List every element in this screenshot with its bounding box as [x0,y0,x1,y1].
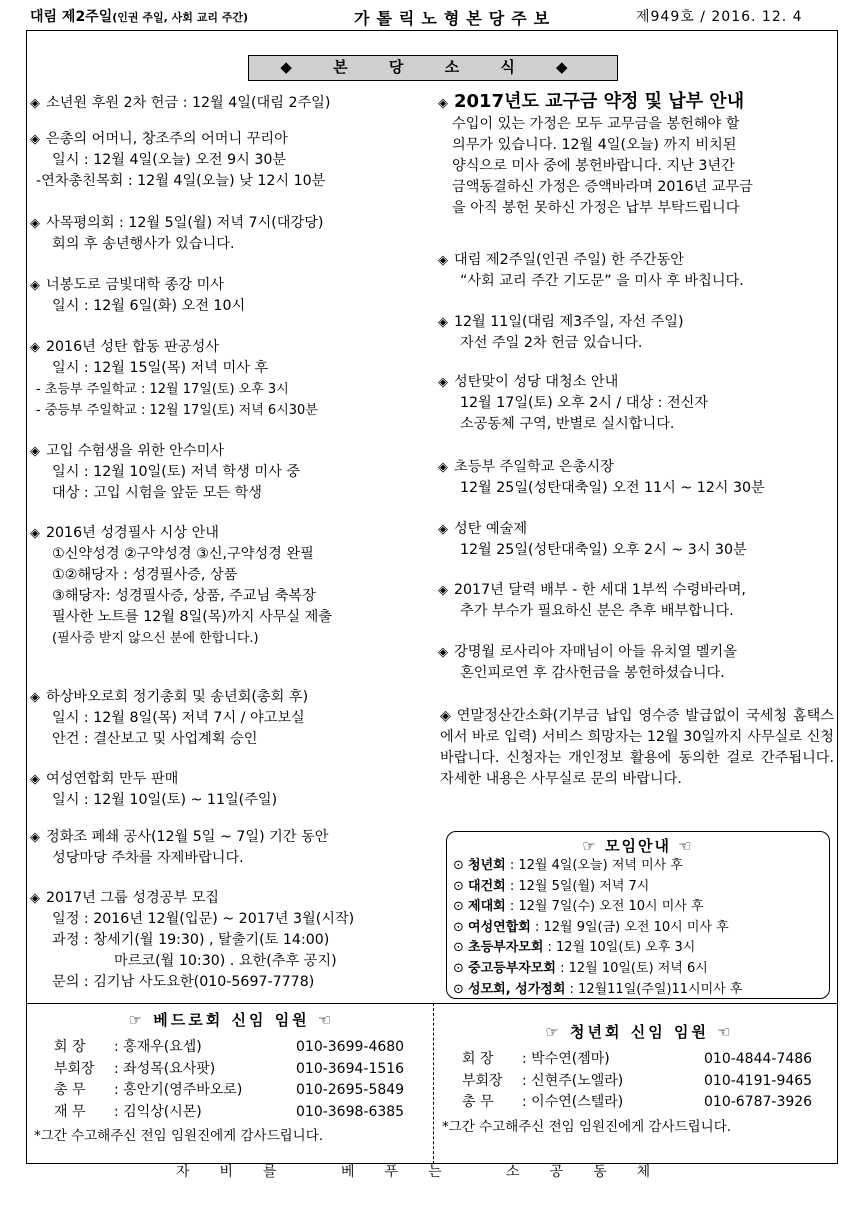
notice-item [438,90,833,219]
officer-role: 부회장 [462,1072,503,1089]
notice-item [30,523,430,649]
meeting-group-name: 중고등부자모회 [468,960,556,976]
officer-row [442,1092,837,1114]
header-left [30,6,248,26]
notice-heading [438,457,833,478]
officer-row [34,1102,429,1124]
officer-phone: 010-2695-5849 [296,1082,405,1098]
meeting-item [447,897,829,918]
notice-detail: - 중등부 주일학교 : 12월 17일(토) 저녁 6시30분 [36,403,318,418]
notice-detail: 필사한 노트를 12월 8일(목)까지 사무실 제출 [52,609,332,625]
notice-detail: 양식으로 미사 중에 봉헌바랍니다. 지난 3년간 [452,158,735,174]
officer-name: : 홍안기(영주바오로) [114,1082,243,1098]
notice-item [438,642,833,684]
circle-dot-icon: ⊙ [453,858,469,873]
bullet-icon: ◈ [30,278,40,293]
bullet-icon: ◈ [438,583,448,598]
notice-item [438,519,833,561]
officers-divider-top [26,1003,838,1004]
header-left-main: 대림 제2주일 [30,9,113,25]
bullet-icon: ◈ [30,891,40,906]
notice-detail: - 초등부 주일학교 : 12월 17일(토) 오후 3시 [36,382,289,397]
meeting-group-name: 대건회 [468,878,506,894]
issue-number-date: 제949호 / 2016. 12. 4 [636,9,803,25]
notice-detail: 12월 17일(토) 오후 2시 / 대상 : 전신자 [460,395,709,411]
notice-heading-text: 대림 제2주일(인권 주일) 한 주간동안 [454,252,685,268]
officer-row [34,1080,429,1102]
meetings-list [447,856,829,1000]
notice-detail: ①②해당자 : 성경필사증, 상품 [52,567,238,583]
notice-detail: 의무가 있습니다. 12월 4일(오늘) 까지 비치된 [452,137,737,153]
notice-item [30,888,430,993]
bullet-icon: ◈ [30,690,40,705]
notice-detail: 성당마당 주차를 자제바랍니다. [52,850,244,866]
meeting-detail: : 12월 10일(토) 저녁 6시 [555,960,708,976]
meeting-item [447,877,829,898]
officers-left-title: ☞ 베드로회 신임 임원 ☜ [128,1011,335,1029]
meeting-group-name: 제대회 [468,899,506,915]
notice-item [30,687,430,750]
officers-left-rows [34,1037,429,1123]
notice-detail: 추가 부수가 필요하신 분은 추후 배부합니다. [460,603,734,619]
notice-heading [30,129,430,150]
bullet-icon: ◈ [30,444,40,459]
notice-heading-text: 2016년 성경필사 시상 안내 [46,525,219,541]
bullet-icon: ◈ [438,375,448,390]
notice-heading [30,337,430,358]
notice-heading [30,687,430,708]
notice-item [30,213,430,255]
notice-item [438,312,833,354]
notice-detail: 12월 25일(성탄대축일) 오전 11시 ~ 12시 30분 [460,480,765,496]
meetings-box [446,831,830,999]
officer-role: 총 무 [54,1082,86,1098]
officer-phone: 010-3698-6385 [296,1103,405,1120]
circle-dot-icon: ⊙ [453,981,469,997]
notice-heading-text: 하상바오로회 정기총회 및 송년회(총회 후) [46,689,309,705]
meeting-detail: : 12월 5일(월) 저녁 7시 [505,878,650,894]
officer-role: 총 무 [462,1094,494,1110]
year-end-notice-text: ◈ 연말정산간소화(기부금 납입 영수증 발급없이 국세청 홈택스에서 바로 입력) 서비스 희망자는 12월 30일까지 사무실로 신청 바랍니다. 신청자는 개인정보 활용에 동의한 걸로 간주됩니다. 자세한 내용은 사무실로 문의 바랍니다. [440,708,834,787]
meeting-item [447,959,829,980]
circle-dot-icon: ⊙ [453,878,469,894]
notice-heading-text: 여성연합회 만두 판매 [46,771,179,787]
notice-item [30,129,430,192]
officer-row [34,1059,429,1081]
bullet-icon: ◈ [438,645,448,660]
notice-heading [438,312,833,333]
notice-detail: 대상 : 고입 시험을 앞둔 모든 학생 [52,485,263,501]
notice-detail: 자선 주일 2차 헌금 있습니다. [460,335,643,351]
notice-heading [438,519,833,540]
footer-motto: 자비를 베푸는 소공동체 [176,1164,681,1180]
circle-dot-icon: ⊙ [453,940,469,956]
officer-row [442,1071,837,1093]
notice-heading-text: 초등부 주일학교 은총시장 [454,459,614,475]
meeting-group-name: 성모회, 성가정회 [468,981,566,997]
notice-item [30,441,430,504]
notice-detail: 금액동결하신 가정은 증액바라며 2016년 교무금 [452,179,753,195]
notice-heading [30,93,430,114]
circle-dot-icon: ⊙ [453,960,469,976]
officer-role: 회 장 [462,1051,494,1067]
notice-detail: 문의 : 김기남 사도요한(010-5697-7778) [52,974,315,990]
officers-left-note: *그간 수고해주신 전임 임원진에게 감사드립니다. [34,1128,324,1144]
meeting-detail: : 12월 7일(수) 오전 10시 미사 후 [505,899,704,915]
notice-heading-text: 강명월 로사리아 자매님이 아들 유치열 멜키올 [454,644,737,660]
officers-divider-vertical [433,1003,434,1164]
notice-heading-text: 고입 수험생을 위한 안수미사 [46,443,224,459]
notice-item [438,457,833,499]
notice-detail: 을 아직 봉헌 못하신 가정은 납부 부탁드립니다 [452,200,740,216]
meeting-item [447,938,829,959]
notice-heading-text: 2017년도 교구금 약정 및 납부 안내 [454,91,745,112]
meeting-item [447,856,829,877]
bullet-icon: ◈ [30,526,40,541]
header-left-sub: (인권 주일, 사회 교리 주간) [112,11,249,24]
notice-detail: 일시 : 12월 10일(토) ~ 11일(주일) [52,792,278,808]
officer-name: : 박수연(젬마) [522,1051,610,1067]
bullet-icon: ◈ [438,460,448,475]
notice-heading [438,580,833,601]
notice-heading-text: 너봉도로 금빛대학 종강 미사 [46,277,224,293]
bullet-icon: ◈ [30,216,40,231]
notice-heading [438,90,833,114]
bullet-icon: ◈ [30,772,40,787]
meeting-detail: : 12월 4일(오늘) 저녁 미사 후 [505,858,683,873]
officer-name: : 김익상(시몬) [114,1103,202,1120]
meetings-title: ☞ 모임안내 ☜ [582,837,694,855]
notice-heading-text: 은총의 어머니, 창조주의 어머니 꾸리아 [46,131,288,147]
officers-right-title: ☞ 청년회 신임 임원 ☜ [545,1023,734,1041]
notice-detail: “사회 교리 주간 기도문” 을 미사 후 바칩니다. [460,273,744,289]
officer-phone: 010-4844-7486 [704,1051,813,1067]
bulletin-header [0,0,860,30]
notice-detail: (필사증 받지 않으신 분에 한합니다.) [52,631,259,646]
notice-heading-text: 정화조 폐쇄 공사(12월 5일 ~ 7일) 기간 동안 [46,829,329,845]
officer-phone: 010-4191-9465 [704,1072,813,1089]
notice-detail: ①신약성경 ②구약성경 ③신,구약성경 완필 [52,546,314,562]
notice-heading-text: 2017년 그룹 성경공부 모집 [46,890,219,906]
bullet-icon: ◈ [438,253,448,268]
notice-heading [30,769,430,790]
notice-detail: 회의 후 송년행사가 있습니다. [52,236,235,252]
notice-detail: ③해당자: 성경필사증, 상품, 주교님 축복장 [52,588,316,604]
meeting-group-name: 청년회 [468,858,506,873]
notice-item [438,250,833,292]
officer-role: 재 무 [54,1103,86,1120]
notice-heading-text: 소년원 후원 2차 헌금 : 12월 4일(대림 2주일) [46,95,331,111]
notice-heading [438,642,833,663]
officer-name: : 신현주(노엘라) [522,1072,624,1089]
notice-detail: 일시 : 12월 6일(화) 오전 10시 [52,298,246,314]
notice-heading [438,372,833,393]
bullet-icon: ◈ [30,96,40,111]
officer-role: 회 장 [54,1039,86,1055]
bullet-icon: ◈ [438,315,448,330]
notice-heading-text: 2017년 달력 배부 - 한 세대 1부씩 수령바라며, [454,582,746,598]
notice-heading-text: 성탄 예술제 [454,521,528,537]
notice-item [30,93,430,114]
officers-right-rows [442,1049,837,1114]
officer-name: : 좌성목(요사팟) [114,1060,216,1077]
officer-phone: 010-6787-3926 [704,1094,813,1110]
officer-phone: 010-3694-1516 [296,1060,405,1077]
notice-detail: 혼인피로연 후 감사헌금을 봉헌하셨습니다. [460,665,725,681]
officer-row [34,1037,429,1059]
notice-detail: 일시 : 12월 4일(오늘) 오전 9시 30분 [52,152,287,168]
circle-dot-icon: ⊙ [453,919,469,935]
notice-item [438,372,833,435]
notice-detail: 12월 25일(성탄대축일) 오후 2시 ~ 3시 30분 [460,542,747,558]
notice-heading [30,888,430,909]
officer-row [442,1049,837,1071]
officers-right-note: *그간 수고해주신 전임 임원진에게 감사드립니다. [442,1118,732,1135]
notice-heading [438,250,833,271]
bulletin-title: 가톨릭노형본당주보 [354,9,557,28]
bullet-icon: ◈ [30,132,40,147]
notice-detail: 마르코(월 10:30) . 요한(추후 공지) [114,953,337,969]
officer-name: : 홍재우(요셉) [114,1039,202,1055]
officers-right [442,1020,837,1138]
meeting-detail: : 12월 10일(토) 오후 3시 [543,940,696,956]
notice-item [438,580,833,622]
notice-detail: 일시 : 12월 15일(목) 저녁 미사 후 [52,360,269,376]
notice-detail: 과정 : 창세기(월 19:30) , 탈출기(토 14:00) [52,932,330,948]
notice-detail: -연차총친목회 : 12월 4일(오늘) 낮 12시 10분 [36,173,326,189]
notice-detail: 일시 : 12월 10일(토) 저녁 학생 미사 중 [52,464,300,480]
meeting-item [447,918,829,939]
notice-detail: 수입이 있는 가정은 모두 교무금을 봉헌해야 할 [452,116,740,132]
bullet-icon: ◈ [438,96,448,111]
notice-detail: 안건 : 결산보고 및 사업계획 승인 [52,731,258,747]
officer-name: : 이수연(스텔라) [522,1094,624,1110]
section-title: ◆ 본 당 소 식 ◆ [248,55,618,81]
notice-item [30,769,430,811]
meeting-group-name: 초등부자모회 [468,940,544,956]
notice-item [30,337,430,421]
circle-dot-icon: ⊙ [453,899,469,915]
bullet-icon: ◈ [30,340,40,355]
meeting-detail: : 12월 9일(금) 오전 10시 미사 후 [530,919,729,935]
notice-heading [30,523,430,544]
notice-detail: 소공동체 구역, 반별로 실시합니다. [460,416,675,432]
notice-heading-text: 2016년 성탄 합동 판공성사 [46,339,219,355]
notice-heading [30,827,430,848]
notice-heading-text: 성탄맞이 성당 대청소 안내 [454,374,619,390]
notice-heading [30,213,430,234]
officer-phone: 010-3699-4680 [296,1039,405,1055]
notice-heading [30,275,430,296]
notice-detail: 일시 : 12월 8일(목) 저녁 7시 / 야고보실 [52,710,305,726]
notice-item [30,827,430,869]
notice-heading [30,441,430,462]
notice-heading-text: 사목평의회 : 12월 5일(월) 저녁 7시(대강당) [46,215,324,231]
bullet-icon: ◈ [30,830,40,845]
meeting-item [447,980,829,1001]
meeting-detail: : 12월11일(주일)11시미사 후 [565,981,743,997]
meeting-group-name: 여성연합회 [468,919,531,935]
year-end-notice [440,706,834,790]
officers-left [34,1008,429,1147]
notice-detail: 일정 : 2016년 12월(입문) ~ 2017년 3월(시작) [52,911,355,927]
officer-role: 부회장 [54,1060,95,1077]
notice-heading-text: 12월 11일(대림 제3주일, 자선 주일) [454,314,684,330]
notice-item [30,275,430,317]
bullet-icon: ◈ [438,522,448,537]
